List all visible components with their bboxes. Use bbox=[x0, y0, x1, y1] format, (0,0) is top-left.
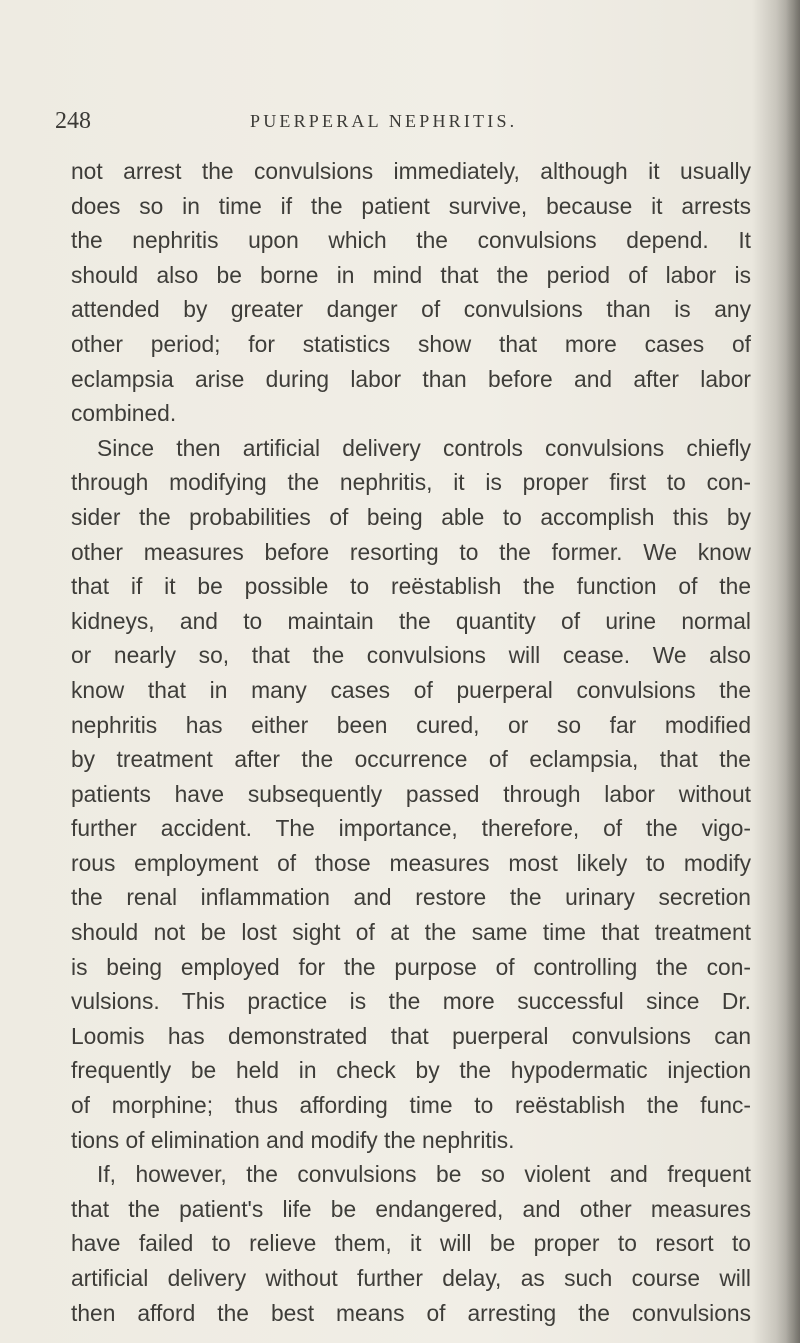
text-line: vulsions. This practice is the more successful since Dr. bbox=[71, 988, 751, 1015]
text-line: nephritis has either been cured, or so far modified bbox=[71, 711, 751, 738]
text-line: artificial delivery without further delay, as such course will bbox=[71, 1265, 751, 1291]
text-line: through modifying the nephritis, it is proper first to con- bbox=[71, 469, 751, 496]
text-line: rous employment of those measures most likely to modify bbox=[71, 849, 751, 876]
text-line: other period; for statistics show that more cases of bbox=[71, 330, 751, 357]
running-head: PUERPERAL NEPHRITIS. bbox=[250, 111, 518, 131]
text-line: of morphine; thus affording time to reëstablish the func- bbox=[71, 1092, 751, 1119]
text-line: is being employed for the purpose of controlling the con- bbox=[71, 953, 751, 980]
text-line: frequently be held in check by the hypodermatic injection bbox=[71, 1057, 751, 1084]
text-line: then afford the best means of arresting the convulsions bbox=[71, 1299, 751, 1326]
text-line: eclampsia arise during labor than before and after labor bbox=[71, 365, 751, 392]
text-line: further accident. The importance, therefore, of the vigo- bbox=[71, 815, 751, 842]
text-line: the renal inflammation and restore the urinary secretion bbox=[71, 884, 751, 911]
text-line: Loomis has demonstrated that puerperal convulsions can bbox=[71, 1022, 751, 1049]
text-line: know that in many cases of puerperal convulsions the bbox=[71, 676, 751, 703]
text-line: not arrest the convulsions immediately, although it usually bbox=[71, 158, 751, 184]
text-line: kidneys, and to maintain the quantity of urine normal bbox=[71, 607, 751, 634]
text-line: by treatment after the occurrence of eclampsia, that the bbox=[71, 746, 751, 773]
text-line: does so in time if the patient survive, because it arrests bbox=[71, 192, 751, 219]
text-line: should not be lost sight of at the same time that treatment bbox=[71, 919, 751, 946]
body-text bbox=[71, 154, 751, 1330]
text-line: have failed to relieve them, it will be proper to resort to bbox=[71, 1230, 751, 1257]
text-line: attended by greater danger of convulsions than is any bbox=[71, 296, 751, 323]
text-line: combined. bbox=[71, 400, 177, 427]
text-line: Since then artificial delivery controls convulsions chiefly bbox=[97, 434, 751, 461]
text-line: the nephritis upon which the convulsions depend. It bbox=[71, 227, 751, 254]
text-line: patients have subsequently passed through labor without bbox=[71, 780, 751, 807]
page-edge-shadow bbox=[786, 0, 800, 1343]
text-line: should also be borne in mind that the period of labor is bbox=[71, 261, 751, 288]
text-line: other measures before resorting to the former. We know bbox=[71, 538, 751, 565]
text-line: that if it be possible to reëstablish the function of the bbox=[71, 573, 751, 600]
page-header bbox=[55, 106, 755, 136]
text-line: sider the probabilities of being able to accomplish this by bbox=[71, 503, 751, 530]
page-number: 248 bbox=[55, 108, 91, 134]
text-line: that the patient's life be endangered, and other measures bbox=[71, 1195, 751, 1222]
text-line: tions of elimination and modify the nephritis. bbox=[71, 1126, 515, 1153]
text-line: or nearly so, that the convulsions will cease. We also bbox=[71, 642, 751, 669]
text-line: If, however, the convulsions be so violent and frequent bbox=[97, 1161, 751, 1188]
